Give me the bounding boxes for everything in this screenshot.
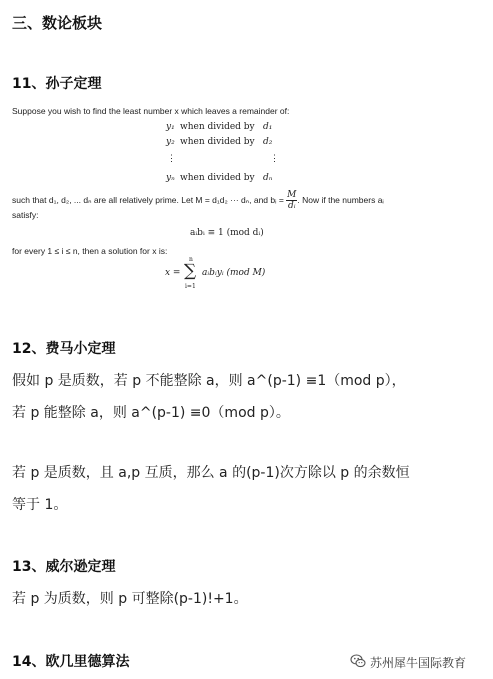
remainder-row: y₁ when divided by d₁ [166, 122, 273, 132]
remainder-row: y₂ when divided by d₂ [166, 137, 273, 147]
s12-line4: 等于 1。 [12, 497, 68, 513]
equation-congruence: aᵢbᵢ ≡ 1 (mod dᵢ) [190, 228, 264, 238]
s12-line2: 若 p 能整除 a，则 a^(p-1) ≡0（mod p）。 [12, 405, 290, 421]
s12-line1: 假如 p 是质数，若 p 不能整除 a，则 a^(p-1) ≡1（mod p）， [12, 373, 406, 389]
s14-title: 14、欧几里德算法 [12, 654, 130, 670]
s11-intro: Suppose you wish to find the least number x which leaves a remainder of: [12, 106, 290, 116]
s11-such-that: such that d₁, d₂, ... dₙ are all relatively prime. Let M = d₁d₂ ··· dₙ, and bᵢ = $\frac{M}{\text{dᵢ}}$ . Now if the numbers aᵢ [12, 190, 384, 211]
remainder-table [166, 122, 286, 188]
watermark-text: 苏州犀牛国际教育 [370, 656, 467, 670]
sigma-symbol: ∑ [184, 261, 197, 281]
fraction-m-over-di: $\frac{M}{\text{dᵢ}}$ [287, 190, 297, 211]
s12-title: 12、费马小定理 [12, 341, 116, 357]
section-title: 三、数论板块 [12, 14, 103, 32]
s11-title: 11、孙子定理 [12, 76, 102, 92]
s13-title: 13、威尔逊定理 [12, 559, 116, 575]
s11-satisfy: satisfy: [12, 210, 39, 220]
s13-line1: 若 p 为质数，则 p 可整除(p-1)!+1。 [12, 591, 248, 607]
s11-for-every: for every 1 ≤ i ≤ n, then a solution for x is: [12, 246, 168, 256]
remainder-row: ⋮ ⋮ [167, 154, 279, 164]
remainder-row: yₙ when divided by dₙ [166, 173, 273, 183]
wechat-icon [350, 653, 366, 669]
s12-line3: 若 p 是质数，且 a,p 互质，那么 a 的(p-1)次方除以 p 的余数恒 [12, 465, 410, 481]
